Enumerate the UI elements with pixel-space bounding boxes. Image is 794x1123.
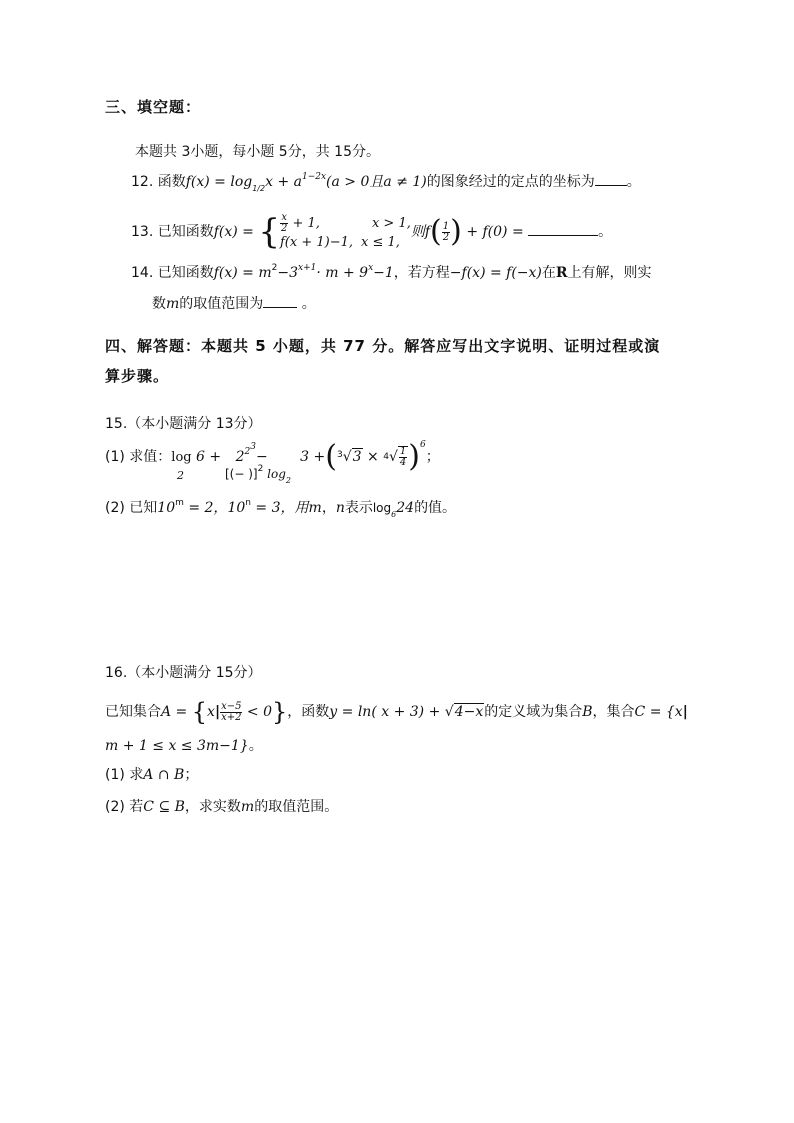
q15-p2-logsub: 6 [391,510,397,519]
q15-p1-root4-frac [398,446,408,468]
q15-p1-log: log [171,450,192,465]
q16-p2-end: 的取值范围。 [254,799,339,815]
q12-cond-a: (a > 0且 [326,174,384,190]
q15-p1-frac-den: 4 [399,457,407,468]
question-16-line-2 [105,736,263,756]
q16-l1-c: 的定义域为集合 [484,704,583,720]
q13-case-2 [280,234,411,251]
q15-p1-end: ； [425,449,440,465]
q14-sq: 2 [271,263,278,273]
q15-p2-end: 的值。 [414,500,457,516]
q16-p2-mid: ，求实数 [184,799,241,815]
q14-real-set: R [555,265,568,281]
q15-p1-root3-index: 3 [336,450,343,460]
q14-term3-exp: x [368,263,374,273]
q16-brace-open: { [191,698,208,726]
q16-bar-2: | [682,704,688,720]
q15-p2-mvar: m [308,500,322,516]
q16-l1-rad: 4−x [454,704,484,720]
question-15-title: 15.（本小题满分 13分） [105,416,262,432]
q15-p1-paren-open: ( [325,439,337,474]
q12-end: 。 [626,174,641,190]
q13-case1-frac [280,213,288,234]
q16-p2-m: m [240,799,255,815]
q15-p1-exp2: 2 [244,447,251,457]
question-16-title: 16.（本小题满分 15分） [105,665,262,681]
q13-case-1 [280,213,411,234]
q13-arg-den: 2 [442,231,450,243]
q16-l1-A: A = [161,704,188,720]
question-14-line-1 [131,263,652,285]
radical-icon: √ [388,449,398,465]
section-3-heading: 三、填空题： [105,98,202,116]
q16-p1-end: ； [184,767,199,783]
q15-p1-outer-exp: 6 [419,440,426,450]
q15-p1-minus: − [255,449,268,465]
q14-term3: · m + 9 [316,265,369,281]
q12-mid: x + a [265,174,302,190]
q16-p2-label: (2) 若 [105,799,144,815]
q15-p1-root4-index: 4 [383,452,389,462]
q14-answer-blank [263,295,297,308]
q13-case2-cond: x ≤ 1, [361,235,400,250]
q15-p2-label: (2) 已知 [105,500,158,516]
q13-prefix: 13. 已知函数 [131,224,214,240]
q14-tail: 上有解，则实 [567,265,652,281]
q16-l1-x: x [207,704,215,720]
q13-then: 则f [410,224,431,240]
q13-arg-frac [442,222,450,243]
q15-p1-two-small: 2 [257,464,264,474]
q16-l1-num: x−5 [221,700,242,712]
q14-end: 。 [301,296,316,312]
q12-answer-blank [595,173,627,186]
q15-p1-six: 6 + [196,449,222,465]
q15-p1-three: 3 + [300,449,326,465]
q15-p2-24: 24 [396,500,415,516]
q16-l1-a: 已知集合 [105,704,161,720]
q12-exp: 1−2x [301,172,327,182]
q15-p2-eq2: = 2， [183,500,228,516]
q13-case1-expr: + 1, [292,216,320,231]
q15-p1-two: 2 [235,449,245,465]
q16-l1-d: ，集合 [592,704,635,720]
q14-term4: −1 [373,265,394,281]
q16-l1-den: x+2 [221,711,242,723]
q13-case1-den: 2 [281,223,288,234]
q15-p1-frac-num: 1 [399,446,407,457]
q16-l1-C: C = {x [634,704,683,720]
q15-p2-repr: 表示 [344,500,373,516]
question-16-part-2 [105,797,338,817]
q15-p1-log2: log [267,467,286,481]
q15-p2-nvar: n [335,500,345,516]
section-3-intro: 本题共 3小题，每小题 5分，共 15分。 [135,144,380,160]
q13-end: 。 [598,224,613,240]
q14-eq: −f(x) = f(−x) [449,265,542,281]
q14-line2-a: 数 [152,296,166,312]
q13-answer-blank [528,223,598,236]
q13-paren-close: ) [450,214,462,249]
q16-p1-label: (1) 求 [105,767,144,783]
q13-case1-num: x [281,212,287,223]
section-4-heading-line-1: 四、解答题：本题共 5 小题，共 77 分。解答应写出文字说明、证明过程或演 [105,337,661,355]
q13-paren-open: ( [430,214,442,249]
q14-line2-b: 的取值范围为 [179,296,264,312]
q13-case2-expr: f(x + 1)−1, [280,235,354,250]
radical-icon: √ [342,449,352,465]
q15-p2-n: n [245,498,251,508]
q16-p2-expr: C ⊆ B [143,799,185,815]
question-15-part-1 [105,439,440,486]
q15-p1-times: × [367,449,379,465]
question-15-part-2 [105,498,456,520]
q14-func: f(x) = m [213,265,272,281]
question-13 [131,212,612,252]
q15-p1-bracket-close: ] [252,467,258,481]
q14-line2-m: m [166,296,180,312]
q15-p1-sub2: 2 [177,469,184,482]
q14-term2: −3 [277,265,299,281]
q14-prefix: 14. 已知函数 [131,265,214,281]
question-12 [131,172,641,194]
q15-p1-label: (1) 求值： [105,449,172,465]
q15-p2-10b: 10 [227,500,246,516]
question-16-line-1 [105,700,688,724]
q12-cond-b: a ≠ 1) [383,174,427,190]
q12-suffix: 的图象经过的定点的坐标为 [426,174,595,190]
q14-in: 在 [541,265,556,281]
q16-l1-B: B [582,704,593,720]
q15-p1-root3-body: 3 [352,449,362,465]
q15-p2-m: m [175,498,184,508]
q16-brace-close: } [272,698,288,726]
q16-frac [220,702,242,723]
question-16-part-1 [105,765,198,785]
q16-l1-y: y = ln( x + 3) + [329,704,441,720]
q12-logbase: 1/2 [252,184,266,193]
q13-brace: { [258,212,280,252]
q16-l1-lt: < 0 [246,704,272,720]
q14-mid: ，若方程 [393,265,450,281]
q12-prefix: 12. 函数 [131,174,186,190]
q14-term2-exp: x+1 [298,263,317,273]
q15-p2-log: log [372,501,392,515]
q15-p1-bracket: [(− ) [225,467,253,481]
q13-arg-num: 1 [442,220,450,232]
q15-p2-comma: ， [321,500,336,516]
q15-p2-10: 10 [157,500,176,516]
q13-cases [280,213,411,251]
section-4-heading-line-2: 算步骤。 [105,367,170,385]
q16-bar: | [214,704,221,720]
q16-l2: m + 1 ≤ x ≤ 3m−1} [105,738,249,754]
q16-p1-expr: A ∩ B [143,767,185,783]
q15-p2-eq3: = 3，用 [250,500,309,516]
q13-plus: + f(0) = [466,224,524,240]
radical-icon: √ [444,704,454,720]
question-14-line-2 [152,294,316,314]
q15-p1-bracket-group [225,464,291,486]
q15-p1-paren-close: ) [408,439,420,474]
q15-p1-log2-sub: 2 [285,476,292,485]
q16-l2-end: 。 [248,738,263,754]
q13-case1-cond: x > 1, [371,216,411,231]
q16-l1-b: ，函数 [287,704,330,720]
q13-func: f(x) = [213,224,254,240]
q12-func: f(x) = log [185,174,253,190]
q15-p1-exp3: 3 [250,442,256,452]
